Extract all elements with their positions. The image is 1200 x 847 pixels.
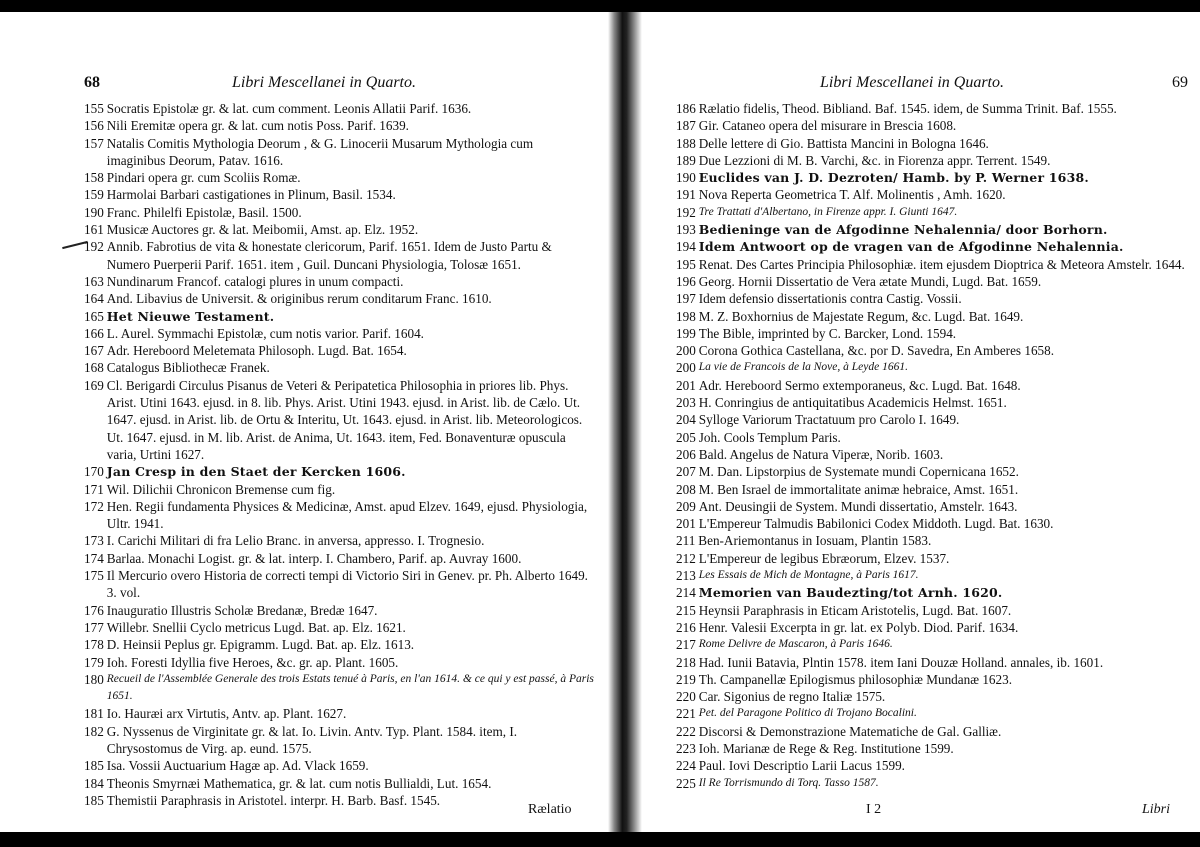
entry-number: 203 <box>676 395 696 411</box>
left-page <box>0 12 608 832</box>
catalog-entry <box>676 688 1196 705</box>
entry-number: 186 <box>676 101 696 116</box>
entry-text: Car. Sigonius de regno Italiæ 1575. <box>698 689 886 705</box>
catalog-entry <box>84 636 594 653</box>
catalog-entry <box>84 273 594 290</box>
catalog-entry <box>84 135 594 170</box>
entry-text: I. Carichi Militari di fra Lelio Branc. in anversa, appresso. I. Trognesio. <box>106 533 485 549</box>
entry-number: 215 <box>676 602 696 618</box>
entry-number: 161 <box>84 222 104 238</box>
entry-text: Heynsii Paraphrasis in Eticam Aristotelis, Lugd. Bat. 1607. <box>698 602 1012 618</box>
entry-number: 193 <box>676 222 696 238</box>
catalog-entry <box>84 377 594 463</box>
entry-number: 172 <box>84 498 104 514</box>
entry-text: Theonis Smyrnæi Mathematica, gr. & lat. cum notis Bullialdi, Lut. 1654. <box>106 775 492 791</box>
entry-text: Nundinarum Francof. catalogi plures in unum compacti. <box>106 273 404 289</box>
entry-number: 166 <box>84 325 104 341</box>
entry-text: G. Nyssenus de Virginitate gr. & lat. Io. Livin. Antv. Typ. Plant. 1584. item, I. Chrysostomus de Virg. ap. eund. 1575. <box>106 723 518 756</box>
entry-number: 201 <box>676 377 696 393</box>
entry-number: 212 <box>676 550 696 566</box>
catalog-entry <box>676 429 1196 446</box>
entry-text: Paul. Iovi Descriptio Larii Lacus 1599. <box>698 758 905 774</box>
entry-text: Cl. Berigardi Circulus Pisanus de Veteri & Peripatetica Philosophia in priores lib. Phys. Arist. Utini 1643. ejusd. in 8. lib. Phys. Arist. Utini 1943. ejusd. in Arist. lib. de Cælo. Ut. 1647. ejusd. in Arist. lib. de Ortu & Interitu, Ut. 1643. ejusd. in Arist. lib. Meteorologicos. Ut. 1647. ejusd. in M. lib. Arist. de Anima, Ut. 1643. item, Fed. Bonaventuræ opuscula varia, Urtini 1627. <box>106 377 583 462</box>
entry-number: 180 <box>84 671 104 687</box>
catalog-entry <box>84 775 594 792</box>
catalog-entry <box>84 238 594 273</box>
catalog-entry <box>676 567 1196 584</box>
catalog-entry <box>676 342 1196 359</box>
catalog-entry <box>84 204 594 221</box>
entry-number: 175 <box>84 568 104 584</box>
entry-text: Ioh. Foresti Idyllia five Heroes, &c. gr. ap. Plant. 1605. <box>106 654 399 670</box>
entry-number: 173 <box>84 533 104 549</box>
catalog-entry <box>676 515 1196 532</box>
catalog-entry <box>84 602 594 619</box>
entry-number: 192 <box>676 204 696 220</box>
catalog-entry <box>676 463 1196 480</box>
catalog-entry <box>84 723 594 758</box>
entry-number: 219 <box>676 671 696 687</box>
entry-text: Th. Campanellæ Epilogismus philosophiæ Mundanæ 1623. <box>698 671 1012 687</box>
catalog-entry <box>676 619 1196 636</box>
entry-text: Musicæ Auctores gr. & lat. Meibomii, Amst. ap. Elz. 1952. <box>106 222 419 238</box>
catalog-entry <box>84 757 594 774</box>
entry-text: And. Libavius de Universit. & originibus rerum conditarum Franc. 1610. <box>106 291 492 307</box>
entry-number: 163 <box>84 273 104 289</box>
catalog-entry <box>84 221 594 238</box>
entry-number: 176 <box>84 602 104 618</box>
catalog-entry <box>676 186 1196 203</box>
catchword: Rælatio <box>528 802 572 817</box>
entry-number: 200 <box>676 343 696 359</box>
entry-text: Barlaa. Monachi Logist. gr. & lat. interp. I. Chambero, Parif. ap. Auvray 1600. <box>106 550 522 566</box>
entry-number: 196 <box>676 273 696 289</box>
entry-text: Idem defensio dissertationis contra Castig. Vossii. <box>698 291 962 307</box>
catalog-entry <box>676 204 1196 221</box>
entry-text: Wil. Dilichii Chronicon Bremense cum fig. <box>106 481 336 497</box>
catalog-entry <box>84 100 594 117</box>
catalog-entry <box>84 481 594 498</box>
entry-text: Ioh. Marianæ de Rege & Reg. Institutione 1599. <box>698 740 954 756</box>
catalog-entry <box>676 775 1196 792</box>
running-header: Libri Mescellanei in Quarto. <box>232 74 416 91</box>
entry-number: 204 <box>676 412 696 428</box>
entry-text: Natalis Comitis Mythologia Deorum , & G. Linocerii Musarum Mythologia cum imaginibus Deorum, Patav. 1616. <box>106 135 534 168</box>
entry-text: Due Lezzioni di M. B. Varchi, &c. in Fiorenza appr. Terrent. 1549. <box>698 152 1051 168</box>
entry-text: Renat. Des Cartes Principia Philosophiæ. item ejusdem Dioptrica & Meteora Amstelr. 1644. <box>698 256 1185 272</box>
entry-text: Isa. Vossii Auctuarium Hagæ ap. Ad. Vlack 1659. <box>106 758 369 774</box>
catalog-entry <box>676 705 1196 722</box>
entry-text: Franc. Philelfi Epistolæ, Basil. 1500. <box>106 204 302 220</box>
entry-number: 218 <box>676 654 696 670</box>
entry-number: 221 <box>676 706 696 722</box>
entry-text: Hen. Regii fundamenta Physices & Medicinæ, Amst. apud Elzev. 1649, ejusd. Physiologia, Ultr. 1941. <box>106 498 588 532</box>
entry-text: Adr. Hereboord Meletemata Philosoph. Lugd. Bat. 1654. <box>106 343 407 359</box>
entry-number: 201 <box>676 516 696 532</box>
entry-text: L. Aurel. Symmachi Epistolæ, cum notis varior. Parif. 1604. <box>106 325 424 341</box>
entry-number: 209 <box>676 498 696 514</box>
catalog-entry <box>676 100 1196 117</box>
entry-text: La vie de Francois de la Nove, à Leyde 1661. <box>698 361 908 374</box>
catalog-entry <box>84 308 594 325</box>
catalog-entry <box>676 636 1196 653</box>
entry-text: The Bible, imprinted by C. Barcker, Lond. 1594. <box>698 325 957 341</box>
entry-number: 190 <box>676 170 696 186</box>
entry-text: Bald. Angelus de Natura Viperæ, Norib. 1603. <box>698 446 944 462</box>
entry-text: Discorsi & Demonstrazione Matematiche de Gal. Galliæ. <box>698 723 1002 739</box>
entry-text: D. Heinsii Peplus gr. Epigramm. Lugd. Bat. ap. Elz. 1613. <box>106 637 415 653</box>
entry-number: 211 <box>676 533 696 549</box>
entry-text: Bedieninge van de Afgodinne Nehalennia/ door Borhorn. <box>698 222 1108 238</box>
catalog-entry <box>84 117 594 134</box>
entry-number: 170 <box>84 464 104 480</box>
catalog-entry <box>676 602 1196 619</box>
catalog-entry <box>676 394 1196 411</box>
catalog-entry <box>676 671 1196 688</box>
entry-number: 178 <box>84 637 104 653</box>
catalog-entry <box>676 740 1196 757</box>
entry-number: 205 <box>676 429 696 445</box>
catalog-entry <box>676 135 1196 152</box>
entry-text: Io. Hauræi arx Virtutis, Antv. ap. Plant. 1627. <box>106 706 347 722</box>
entry-text: M. Dan. Lipstorpius de Systemate mundi Copernicana 1652. <box>698 464 1019 480</box>
catalog-entry <box>676 411 1196 428</box>
entry-text: Sylloge Variorum Tractatuum pro Carolo I. 1649. <box>698 412 960 428</box>
entry-text: Het Nieuwe Testament. <box>106 308 275 324</box>
catalog-entry <box>676 221 1196 238</box>
entry-text: Adr. Hereboord Sermo extemporaneus, &c. Lugd. Bat. 1648. <box>698 377 1021 393</box>
entry-text: Pindari opera gr. cum Scoliis Romæ. <box>106 170 301 186</box>
catalog-entry <box>676 584 1196 601</box>
entry-number: 165 <box>84 308 104 324</box>
entry-text: Recueil de l'Assemblée Generale des trois Estats tenué à Paris, en l'an 1614. & ce qui y est passé, à Paris 1651. <box>106 672 594 703</box>
entry-number: 220 <box>676 689 696 705</box>
entry-number: 198 <box>676 308 696 324</box>
book-gutter <box>608 12 642 832</box>
entry-number: 225 <box>676 775 696 791</box>
entry-number: 191 <box>676 187 696 203</box>
catalog-entry <box>676 169 1196 186</box>
catalog-entry <box>676 757 1196 774</box>
entry-text: Had. Iunii Batavia, Plntin 1578. item Iani Douzæ Holland. annales, ib. 1601. <box>698 654 1104 670</box>
catalog-entry <box>84 498 594 533</box>
entry-text: Tre Trattati d'Albertano, in Firenze appr. I. Giunti 1647. <box>698 205 958 218</box>
catalog-entry <box>84 705 594 722</box>
catalog-entry <box>676 723 1196 740</box>
entry-text: Idem Antwoort op de vragen van de Afgodinne Nehalennia. <box>698 239 1124 255</box>
page-number: 68 <box>84 74 100 91</box>
entry-text: Ant. Deusingii de System. Mundi dissertatio, Amstelr. 1643. <box>698 498 1018 514</box>
entry-number: 169 <box>84 377 104 393</box>
entry-text: Inauguratio Illustris Scholæ Bredanæ, Bredæ 1647. <box>106 602 378 618</box>
catalog-entry <box>676 256 1196 273</box>
entry-number: 213 <box>676 568 696 584</box>
catalog-entry <box>676 308 1196 325</box>
catalog-entry <box>84 792 594 809</box>
entry-text: Nili Eremitæ opera gr. & lat. cum notis Poss. Parif. 1639. <box>106 118 409 134</box>
entry-number: 206 <box>676 446 696 462</box>
entry-text: Catalogus Bibliothecæ Franek. <box>106 360 270 376</box>
entry-number: 181 <box>84 706 104 722</box>
entry-number: 157 <box>84 135 104 151</box>
catalog-entry <box>676 654 1196 671</box>
catalog-entry <box>676 359 1196 376</box>
entry-number: 159 <box>84 187 104 203</box>
entry-text: Joh. Cools Templum Paris. <box>698 429 841 445</box>
catalog-entry <box>84 359 594 376</box>
running-header: Libri Mescellanei in Quarto. <box>820 74 1004 91</box>
entry-number: 177 <box>84 619 104 635</box>
entry-number: 188 <box>676 135 696 151</box>
entry-number: 224 <box>676 758 696 774</box>
catalog-entry <box>676 446 1196 463</box>
entry-text: Annib. Fabrotius de vita & honestate clericorum, Parif. 1651. Idem de Justo Partu & Numero Puerperii Parif. 1651. item , Guil. Duncani Physiologia, Tolosæ 1651. <box>106 239 552 272</box>
catalog-entry <box>676 117 1196 134</box>
entry-number: 222 <box>676 723 696 739</box>
entry-number: 199 <box>676 325 696 341</box>
entry-text: M. Z. Boxhornius de Majestate Regum, &c. Lugd. Bat. 1649. <box>698 308 1024 324</box>
entry-number: 167 <box>84 343 104 359</box>
entry-list <box>676 100 1196 792</box>
entry-text: Willebr. Snellii Cyclo metricus Lugd. Bat. ap. Elz. 1621. <box>106 619 406 635</box>
catalog-entry <box>84 550 594 567</box>
entry-text: Georg. Hornii Dissertatio de Vera ætate Mundi, Lugd. Bat. 1659. <box>698 273 1042 289</box>
entry-number: 187 <box>676 118 696 134</box>
catalog-entry <box>676 532 1196 549</box>
entry-number: 223 <box>676 740 696 756</box>
entry-text: L'Empereur Talmudis Babilonici Codex Middoth. Lugd. Bat. 1630. <box>698 516 1054 532</box>
entry-text: Themistii Paraphrasis in Aristotel. interpr. H. Barb. Basf. 1545. <box>106 792 441 808</box>
entry-number: 174 <box>84 550 104 566</box>
entry-text: Il Mercurio overo Historia de correcti tempi di Victorio Siri in Genev. pr. Ph. Alberto 1649. 3. vol. <box>106 568 588 601</box>
entry-number: 200 <box>676 360 696 376</box>
entry-number: 168 <box>84 360 104 376</box>
catalog-entry <box>676 238 1196 255</box>
catalog-entry <box>84 567 594 602</box>
entry-text: H. Conringius de antiquitatibus Academicis Helmst. 1651. <box>698 395 1007 411</box>
catalog-entry <box>676 152 1196 169</box>
right-page <box>642 12 1200 832</box>
entry-number: 185 <box>84 758 104 774</box>
entry-text: M. Ben Israel de immortalitate animæ hebraice, Amst. 1651. <box>698 481 1019 497</box>
catalog-entry <box>676 377 1196 394</box>
entry-number: 189 <box>676 152 696 168</box>
catalog-entry <box>84 463 594 480</box>
catalog-entry <box>676 273 1196 290</box>
entry-number: 156 <box>84 118 104 134</box>
entry-number: 184 <box>84 775 104 791</box>
entry-text: Corona Gothica Castellana, &c. por D. Savedra, En Amberes 1658. <box>698 343 1055 359</box>
entry-text: Pet. del Paragone Politico di Trojano Bocalini. <box>698 707 917 720</box>
entry-number: 155 <box>84 101 104 116</box>
catalog-entry <box>84 654 594 671</box>
entry-number: 217 <box>676 637 696 653</box>
catalog-entry <box>84 325 594 342</box>
entry-number: 192 <box>84 239 104 255</box>
entry-number: 185 <box>84 792 104 808</box>
entry-number: 214 <box>676 585 696 601</box>
catalog-entry <box>84 186 594 203</box>
entry-number: 207 <box>676 464 696 480</box>
catalog-entry <box>676 498 1196 515</box>
entry-number: 208 <box>676 481 696 497</box>
entry-number: 194 <box>676 239 696 255</box>
entry-number: 182 <box>84 723 104 739</box>
catalog-entry <box>676 550 1196 567</box>
entry-text: Ben-Ariemontanus in Iosuam, Plantin 1583. <box>698 533 932 549</box>
entry-text: Nova Reperta Geometrica T. Alf. Molinentis , Amh. 1620. <box>698 187 1006 203</box>
entry-number: 179 <box>84 654 104 670</box>
entry-number: 197 <box>676 291 696 307</box>
catalog-entry <box>84 342 594 359</box>
entry-text: Rælatio fidelis, Theod. Bibliand. Baf. 1545. idem, de Summa Trinit. Baf. 1555. <box>698 101 1117 116</box>
catalog-entry <box>84 671 594 706</box>
catalog-entry <box>84 619 594 636</box>
catalog-entry <box>676 325 1196 342</box>
entry-number: 164 <box>84 291 104 307</box>
catalog-entry <box>676 290 1196 307</box>
entry-text: Gir. Cataneo opera del misurare in Brescia 1608. <box>698 118 957 134</box>
catchword: Libri <box>1142 802 1171 817</box>
entry-text: L'Empereur de legibus Ebræorum, Elzev. 1537. <box>698 550 950 566</box>
entry-text: Harmolai Barbari castigationes in Plinum, Basil. 1534. <box>106 187 396 203</box>
catalog-entry <box>84 290 594 307</box>
entry-number: 171 <box>84 481 104 497</box>
entry-text: Jan Cresp in den Staet der Kercken 1606. <box>106 464 406 480</box>
signature-mark: I 2 <box>866 802 882 817</box>
entry-text: Rome Delivre de Mascaron, à Paris 1646. <box>698 638 893 651</box>
entry-number: 216 <box>676 619 696 635</box>
entry-text: Socratis Epistolæ gr. & lat. cum comment. Leonis Allatii Parif. 1636. <box>106 101 472 116</box>
entry-text: Euclides van J. D. Dezroten/ Hamb. by P. Werner 1638. <box>698 170 1089 186</box>
page-number: 69 <box>1172 74 1188 91</box>
catalog-entry <box>84 532 594 549</box>
entry-number: 190 <box>84 204 104 220</box>
entry-list <box>84 100 594 809</box>
entry-text: Les Essais de Mich de Montagne, à Paris 1617. <box>698 569 919 582</box>
entry-number: 195 <box>676 256 696 272</box>
entry-text: Il Re Torrismundo di Torq. Tasso 1587. <box>698 776 879 789</box>
catalog-entry <box>84 169 594 186</box>
entry-text: Memorien van Baudezting/tot Arnh. 1620. <box>698 585 1003 601</box>
entry-text: Henr. Valesii Excerpta in gr. lat. ex Polyb. Diod. Parif. 1634. <box>698 619 1019 635</box>
book-spread <box>0 12 1200 832</box>
entry-number: 158 <box>84 170 104 186</box>
entry-text: Delle lettere di Gio. Battista Mancini in Bologna 1646. <box>698 135 989 151</box>
catalog-entry <box>676 481 1196 498</box>
